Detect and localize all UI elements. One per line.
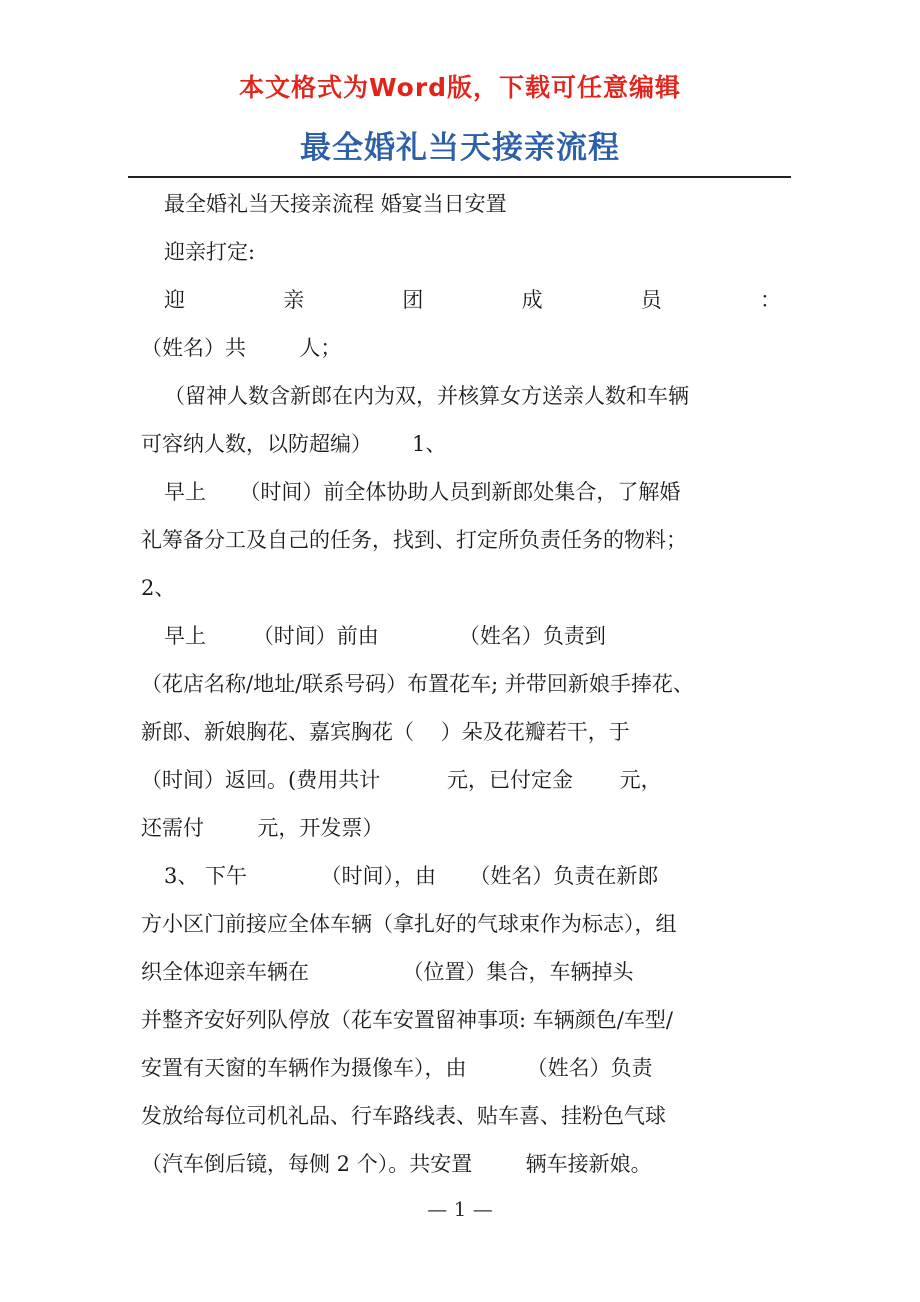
spaced-char: 员 — [640, 288, 662, 312]
text-line: （汽车倒后镜，每侧 2 个）。共安置 辆车接新娘。 — [141, 1152, 652, 1176]
text-line — [141, 282, 781, 330]
text-line: （花店名称/地址/联系号码）布置花车; 并带回新娘手捧花、 — [141, 672, 694, 696]
text-line: 织全体迎亲车辆在 （位置）集合，车辆掉头 — [141, 960, 634, 984]
text-line: 安置有天窗的车辆作为摄像车），由 （姓名）负责 — [141, 1056, 653, 1080]
text-line: 2、 — [141, 576, 176, 600]
text-line: 方小区门前接应全体车辆（拿扎好的气球束作为标志），组 — [141, 912, 677, 936]
text-line: 并整齐安好列队停放（花车安置留神事项: 车辆颜色/车型/ — [141, 1008, 673, 1032]
spaced-char: 成 — [521, 288, 543, 312]
spaced-char: 迎 — [164, 288, 185, 312]
text-line: （姓名）共 人； — [141, 336, 342, 360]
spaced-char: 团 — [402, 288, 424, 312]
page-number: — 1 — — [427, 1197, 493, 1221]
document-body — [141, 186, 781, 1194]
spaced-char: ： — [759, 288, 781, 312]
title-divider — [128, 176, 791, 178]
text-line: 新郎、新娘胸花、嘉宾胸花（ ）朵及花瓣若干，于 — [141, 720, 630, 744]
document-title: 最全婚礼当天接亲流程 — [300, 130, 620, 166]
text-line: 发放给每位司机礼品、行车路线表、贴车喜、挂粉色气球 — [141, 1104, 666, 1128]
text-line: （时间）返回。(费用共计 元，已付定金 元， — [141, 768, 662, 792]
format-notice-banner: 本文格式为Word版，下载可任意编辑 — [238, 73, 682, 102]
text-line: 早上 （时间）前由 （姓名）负责到 — [164, 624, 606, 648]
text-line: 3、 下午 （时间），由 （姓名）负责在新郎 — [164, 864, 659, 888]
spaced-char: 亲 — [283, 288, 305, 312]
text-line: 迎亲打定: — [164, 240, 256, 264]
text-line: 最全婚礼当天接亲流程 婚宴当日安置 — [164, 192, 507, 216]
text-line: 早上 （时间）前全体协助人员到新郎处集合，了解婚 — [164, 480, 681, 504]
text-line: 可容纳人数，以防超编） 1、 — [141, 432, 447, 456]
text-line: （留神人数含新郎在内为双，并核算女方送亲人数和车辆 — [164, 384, 689, 408]
text-line: 礼筹备分工及自己的任务，找到、打定所负责任务的物料； — [141, 528, 687, 552]
text-line: 还需付 元，开发票） — [141, 816, 384, 840]
